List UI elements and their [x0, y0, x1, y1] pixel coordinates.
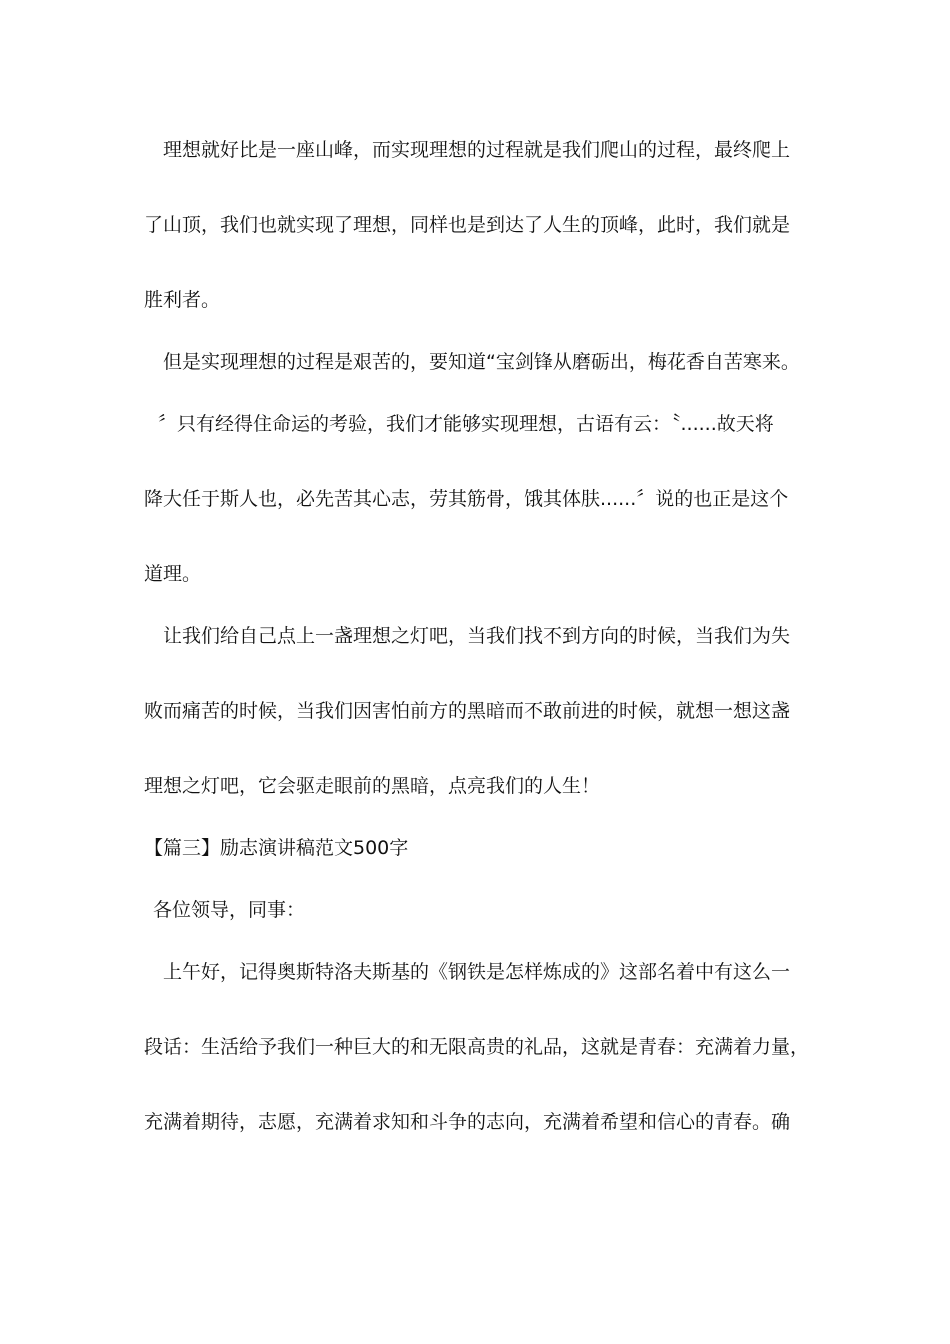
paragraph-line: 了山顶，我们也就实现了理想，同样也是到达了人生的顶峰，此时，我们就是: [144, 214, 791, 236]
paragraph-line: 〞只有经得住命运的考验，我们才能够实现理想，古语有云：〝......故天将: [158, 413, 774, 435]
paragraph-line: 段话：生活给予我们一种巨大的和无限高贵的礼品，这就是青春：充满着力量，: [144, 1036, 810, 1058]
paragraph-line: 理想之灯吧，它会驱走眼前的黑暗，点亮我们的人生！: [144, 775, 601, 797]
paragraph-line: 胜利者。: [144, 289, 221, 311]
paragraph-line: 降大任于斯人也，必先苦其心志，劳其筋骨，饿其体肤......〞说的也正是这个: [144, 488, 789, 510]
paragraph-line: 充满着期待，志愿，充满着求知和斗争的志向，充满着希望和信心的青春。确: [144, 1111, 791, 1133]
paragraph-line: 但是实现理想的过程是艰苦的，要知道“宝剑锋从磨砺出，梅花香自苦寒来。: [163, 351, 800, 373]
paragraph-line: 让我们给自己点上一盏理想之灯吧，当我们找不到方向的时候，当我们为失: [163, 625, 791, 647]
paragraph-line: 道理。: [144, 563, 202, 585]
section-heading: 【篇三】励志演讲稿范文500字: [144, 837, 409, 859]
paragraph-line: 上午好，记得奥斯特洛夫斯基的《钢铁是怎样炼成的》这部名着中有这么一: [163, 961, 791, 983]
paragraph-line: 理想就好比是一座山峰，而实现理想的过程就是我们爬山的过程，最终爬上: [163, 139, 791, 161]
salutation: 各位领导，同事：: [153, 899, 306, 921]
paragraph-line: 败而痛苦的时候，当我们因害怕前方的黑暗而不敢前进的时候，就想一想这盏: [144, 700, 791, 722]
